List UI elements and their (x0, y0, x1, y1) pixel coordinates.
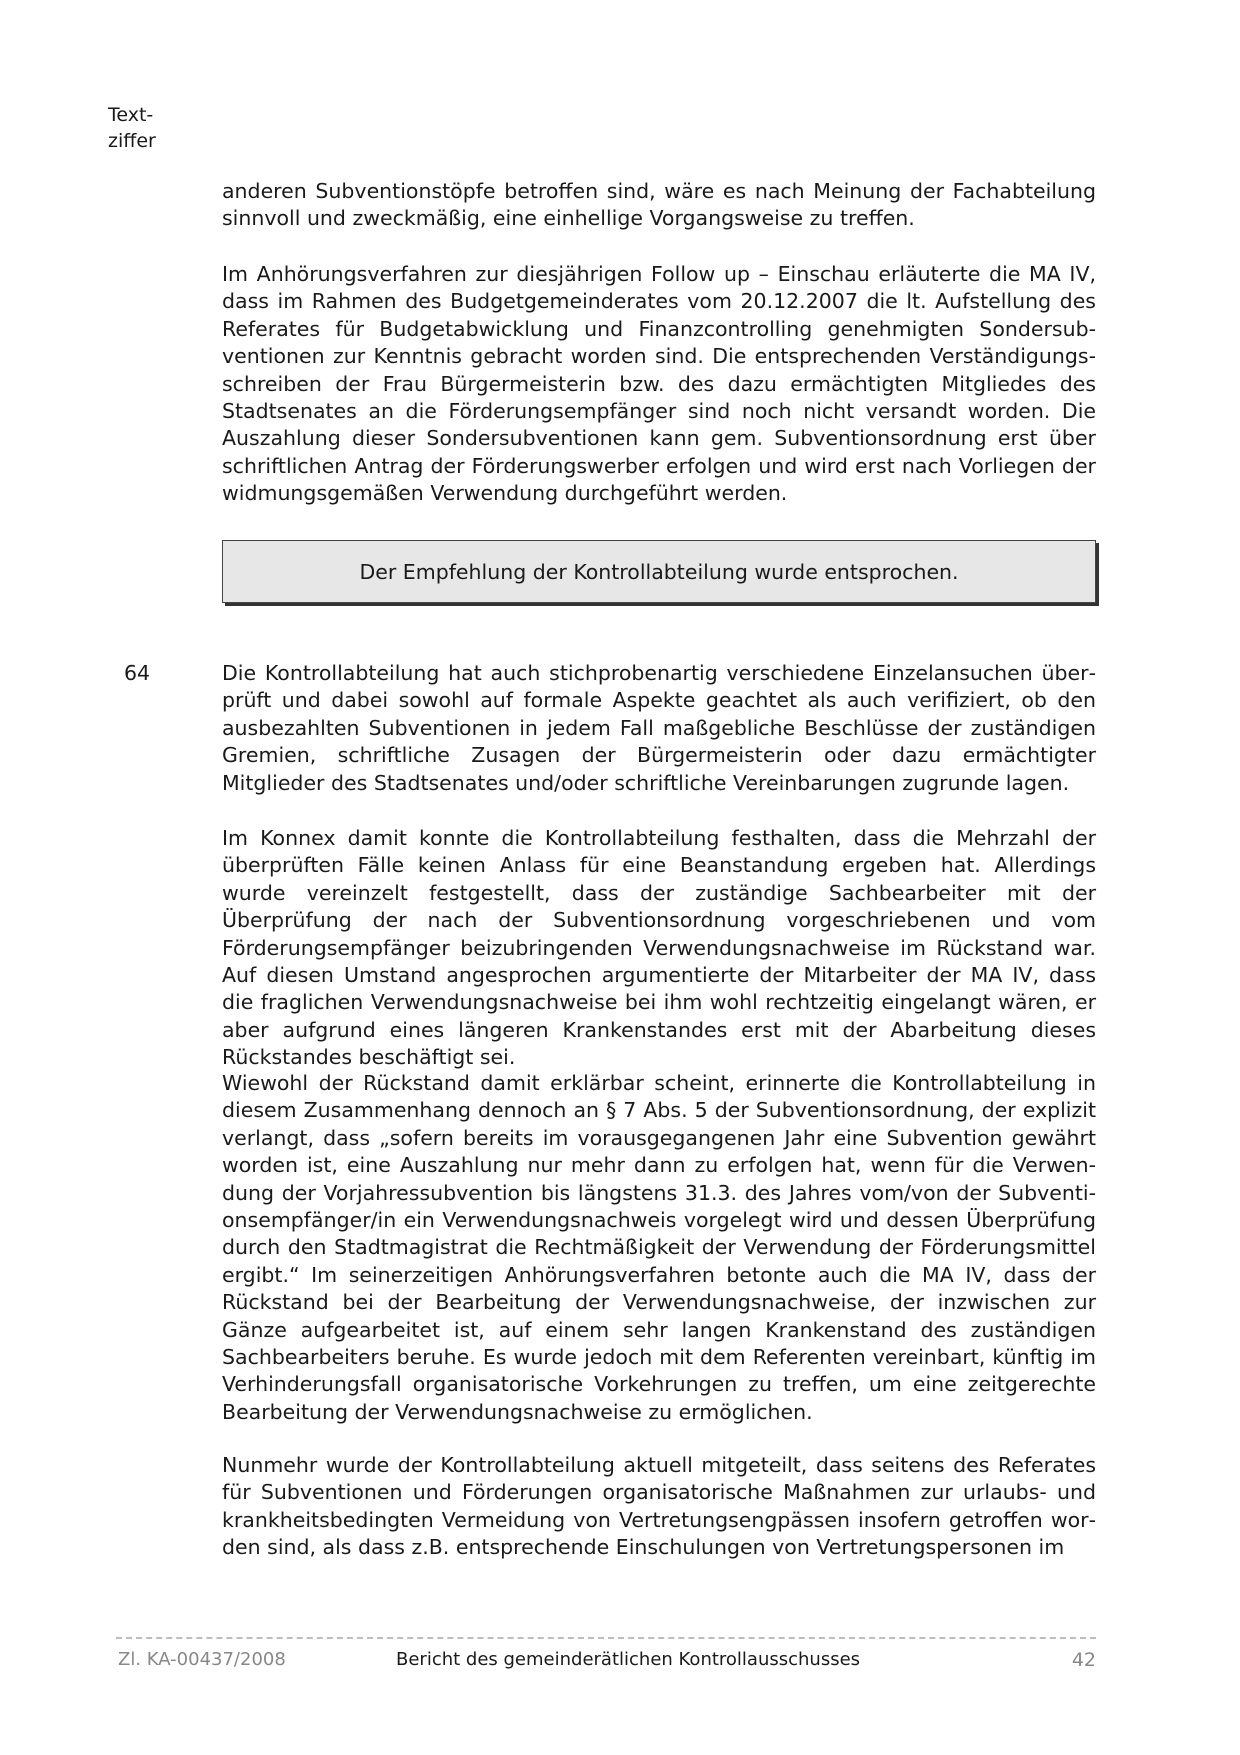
footer-divider (116, 1637, 1096, 1639)
paragraph-konnex: Im Konnex damit konnte die Kontrollabteilung festhalten, dass die Mehrzahl der überprüften Fälle keinen Anlass für eine Beanstandung ergeben hat. Allerdings wurde vereinzelt festgestellt, dass der zuständige Sachbearbeiter mit der Überprüfung der nach der Subventionsordnung vorgeschriebenen und vom Förderungsempfänger beizubringenden Verwendungsnachweise im Rückstand war. Auf diesen Umstand angesprochen argumentierte der Mitarbeiter der MA IV, dass die fraglichen Verwendungsnachweise bei ihm wohl rechtzeitig eingelangt wären, er aber aufgrund eines längeren Krankenstandes erst mit der Abarbeitung dieses Rückstandes beschäftigt sei. (222, 826, 1096, 1070)
margin-header-line1: Text- (108, 104, 154, 126)
recommendation-notice-box (222, 540, 1096, 603)
margin-header-line2: ziffer (108, 130, 156, 152)
paragraph-anhoerungsverfahren: Im Anhörungsverfahren zur diesjährigen Follow up – Einschau erläuterte die MA IV, dass im Rahmen des Budgetgemeinderates vom 20.12.2007 die lt. Aufstellung des Referates für Budgetabwicklung und Finanzcontrolling genehmigten Sondersubventionen zur Kenntnis gebracht worden sind. Die entsprechenden Verständigungsschreiben der Frau Bürgermeisterin bzw. des dazu ermächtigten Mitgliedes des Stadtsenates an die Förderungsempfänger sind noch nicht versandt worden. Die Auszahlung dieser Sondersubventionen kann gem. Subventionsordnung erst über schriftlichen Antrag der Förderungswerber erfolgen und wird erst nach Vorliegen der widmungsgemäßen Verwendung durchgeführt werden. (222, 262, 1096, 506)
paragraph-nunmehr: Nunmehr wurde der Kontrollabteilung aktuell mitgeteilt, dass seitens des Referates für Subventionen und Förderungen organisatorische Maßnahmen zur urlaubs- und krankheitsbedingten Vermeidung von Vertretungsengpässen insofern getroffen worden sind, als dass z.B. entsprechende Einschulungen von Vertretungspersonen im (222, 1453, 1096, 1560)
paragraph-subventionstoepfe: anderen Subventionstöpfe betroffen sind, wäre es nach Meinung der Fachabteilung sinnvoll und zweckmäßig, eine einhellige Vorgangsweise zu treffen. (222, 179, 1096, 231)
footer-title: Bericht des gemeinderätlichen Kontrollausschusses (396, 1649, 861, 1670)
recommendation-notice-text: Der Empfehlung der Kontrollabteilung wurde entsprochen. (359, 559, 959, 584)
textziffer-number-64: 64 (124, 661, 151, 685)
margin-header-textziffer (108, 102, 156, 154)
footer-reference: Zl. KA-00437/2008 (118, 1649, 286, 1670)
paragraph-rueckstand: Wiewohl der Rückstand damit erklärbar scheint, erinnerte die Kontrollabteilung in diesem Zusammenhang dennoch an § 7 Abs. 5 der Subventionsordnung, der explizit verlangt, dass „sofern bereits im vorausgegangenen Jahr eine Subvention gewährt worden ist, eine Auszahlung nur mehr dann zu erfolgen hat, wenn für die Verwendung der Vorjahressubvention bis längstens 31.3. des Jahres vom/von der Subventionsempfänger/in ein Verwendungsnachweis vorgelegt wird und dessen Überprüfung durch den Stadtmagistrat die Rechtmäßigkeit der Verwendung der Förderungsmittel ergibt.“ Im seinerzeitigen Anhörungsverfahren betonte auch die MA IV, dass der Rückstand bei der Bearbeitung der Verwendungsnachweise, der inzwischen zur Gänze aufgearbeitet ist, auf einem sehr langen Krankenstand des zuständigen Sachbearbeiters beruhe. Es wurde jedoch mit dem Referenten vereinbart, künftig im Verhinderungsfall organisatorische Vorkehrungen zu treffen, um eine zeitgerechte Bearbeitung der Verwendungsnachweise zu ermöglichen. (222, 1071, 1096, 1424)
paragraph-einzelansuchen: Die Kontrollabteilung hat auch stichprobenartig verschiedene Einzelansuchen überprüft und dabei sowohl auf formale Aspekte geachtet als auch verifiziert, ob den ausbezahlten Subventionen in jedem Fall maßgebliche Beschlüsse der zuständigen Gremien, schriftliche Zusagen der Bürgermeisterin oder dazu ermächtigter Mitglieder des Stadtsenates und/oder schriftliche Vereinbarungen zugrunde lagen. (222, 661, 1096, 795)
footer-page-number: 42 (1071, 1649, 1096, 1671)
